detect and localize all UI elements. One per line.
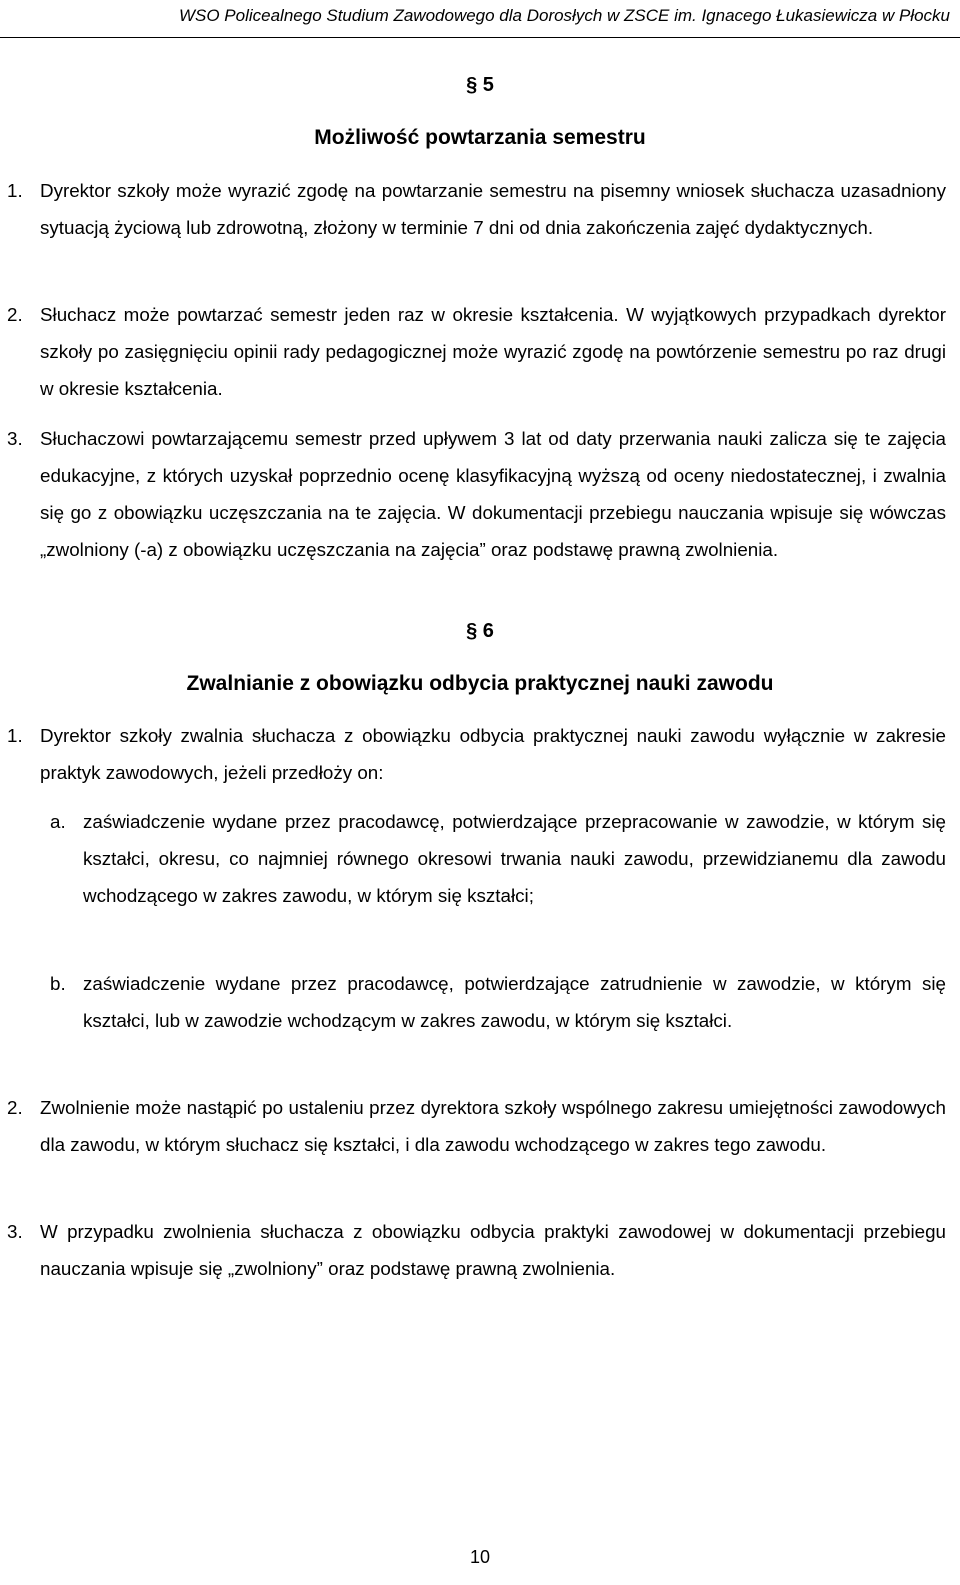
item-number: 2. [7, 1097, 23, 1118]
item-text: Dyrektor szkoły może wyrazić zgodę na powtarzanie semestru na pisemny wniosek słuchacza uzasadniony sytuacją życiową lub zdrowotną, złożony w terminie 7 dni od dnia zakończenia zajęć dydaktycznych. [40, 180, 946, 238]
item-number: 1. [7, 725, 23, 746]
header-divider [0, 37, 960, 38]
section-5-symbol: § 5 [466, 74, 494, 96]
section-6-symbol: § 6 [466, 620, 494, 642]
page-number: 10 [469, 1547, 491, 1567]
page-header: WSO Policealnego Studium Zawodowego dla Dorosłych w ZSCE im. Ignacego Łukasiewicza w Płocku [178, 6, 950, 25]
item-text: Zwolnienie może nastąpić po ustaleniu przez dyrektora szkoły wspólnego zakresu umiejętności zawodowych dla zawodu, w którym słuchacz się kształci, i dla zawodu wchodzącego w zakres tego zawodu. [40, 1097, 946, 1155]
sub-item-text: zaświadczenie wydane przez pracodawcę, potwierdzające zatrudnienie w zawodzie, w którym się kształci, lub w zawodzie wchodzącym w zakres zawodu, w którym się kształci. [83, 973, 946, 1031]
sub-item-text: zaświadczenie wydane przez pracodawcę, potwierdzające przepracowanie w zawodzie, w którym się kształci, okresu, co najmniej równego okresowi trwania nauki zawodu, przewidzianemu dla zawodu wchodzącego w zakres zawodu, w którym się kształci; [83, 811, 946, 906]
item-number: 2. [7, 304, 23, 325]
section-6-sub-item-a [50, 803, 946, 914]
section-5-title: Możliwość powtarzania semestru [314, 126, 646, 149]
item-number: 3. [7, 428, 23, 449]
item-number: 3. [7, 1221, 23, 1242]
item-number: 1. [7, 180, 23, 201]
section-6-item-3 [7, 1213, 946, 1287]
section-6-sub-item-b [50, 965, 946, 1039]
item-text: Słuchacz może powtarzać semestr jeden raz w okresie kształcenia. W wyjątkowych przypadkach dyrektor szkoły po zasięgnięciu opinii rady pedagogicznej może wyrazić zgodę na powtórzenie semestru po raz drugi w okresie kształcenia. [40, 304, 946, 399]
section-5-item-1 [7, 172, 946, 246]
sub-item-letter: b. [50, 973, 66, 994]
item-text: W przypadku zwolnienia słuchacza z obowiązku odbycia praktyki zawodowej w dokumentacji przebiegu nauczania wpisuje się „zwolniony” oraz podstawę prawną zwolnienia. [40, 1221, 946, 1279]
section-6-title: Zwalnianie z obowiązku odbycia praktycznej nauki zawodu [186, 672, 774, 695]
section-6-item-1 [7, 717, 946, 791]
item-text: Słuchaczowi powtarzającemu semestr przed upływem 3 lat od daty przerwania nauki zalicza się te zajęcia edukacyjne, z których uzyskał poprzednio ocenę klasyfikacyjną wyższą od oceny niedostatecznej, i zwalnia się go z obowiązku uczęszczania na te zajęcia. W dokumentacji przebiegu nauczania wpisuje się wówczas „zwolniony (-a) z obowiązku uczęszczania na zajęcia” oraz podstawę prawną zwolnienia. [40, 428, 946, 560]
section-5-item-2 [7, 296, 946, 407]
section-6-item-2 [7, 1089, 946, 1163]
section-5-item-3 [7, 420, 946, 568]
item-text: Dyrektor szkoły zwalnia słuchacza z obowiązku odbycia praktycznej nauki zawodu wyłącznie w zakresie praktyk zawodowych, jeżeli przedłoży on: [40, 725, 946, 783]
sub-item-letter: a. [50, 811, 66, 832]
